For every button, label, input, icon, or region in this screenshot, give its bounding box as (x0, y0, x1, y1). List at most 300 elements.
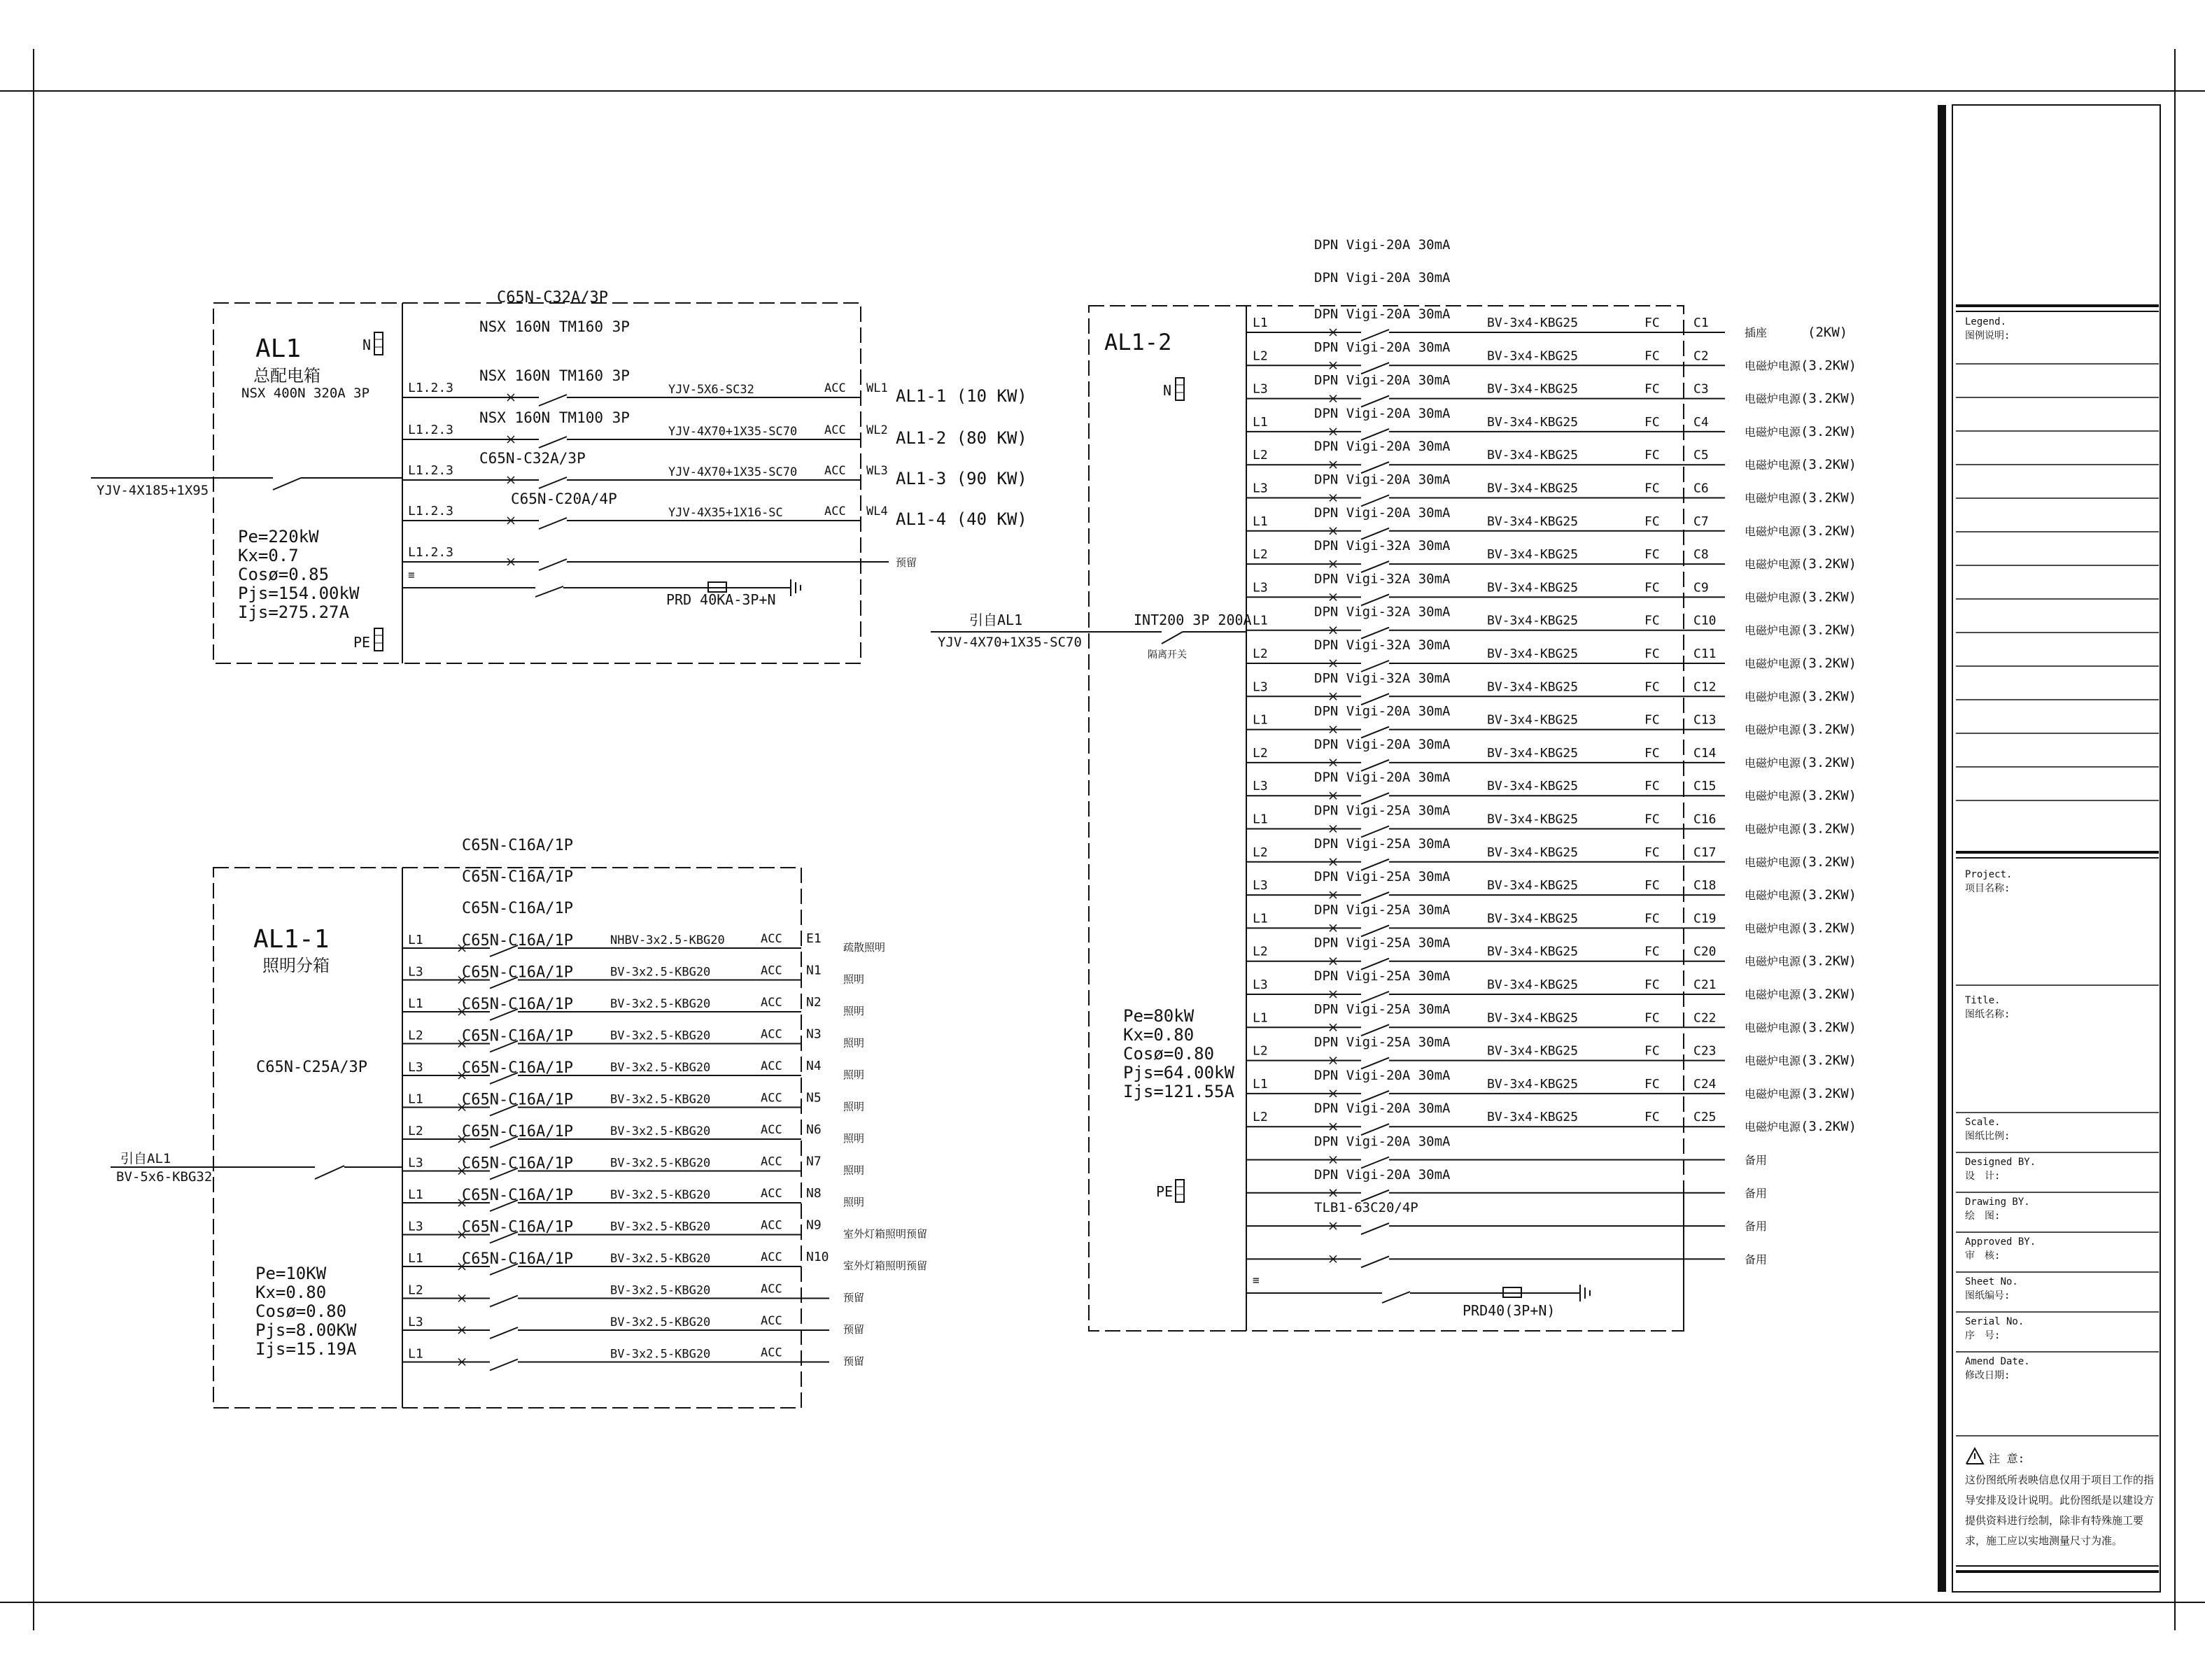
al1-1-params (255, 1264, 357, 1359)
al1-1-subtitle: 照明分箱 (262, 956, 330, 975)
al1-2-circuit-id: C13 (1693, 712, 1717, 728)
al1-1-circuit-use: 照明 (843, 1132, 865, 1145)
al1-param: Kx=0.7 (238, 546, 299, 565)
al1-1-circuit-phase: L3 (408, 1155, 423, 1171)
al1-2-circuit-use: 电磁炉电源 (1745, 392, 1801, 406)
al1-1-circuit-cable: BV-3x2.5-KBG20 (610, 1347, 711, 1362)
al1-2-circuit-row (1246, 902, 1857, 936)
al1-2-circuit-cable: BV-3x4-KBG25 (1487, 977, 1579, 992)
al1-2-param: Cosø=0.80 (1123, 1044, 1215, 1064)
al1-2-circuit-power: (3.2KW) (1801, 589, 1857, 605)
al1-2-circuit-cable: BV-3x4-KBG25 (1487, 779, 1579, 794)
notice-line: 求，施工应以实地测量尺寸为准。 (1965, 1534, 2123, 1547)
title-block-field-en: Designed BY. (1965, 1157, 2036, 1168)
al1-2-circuit-breaker: DPN Vigi-32A 30mA (1314, 670, 1451, 686)
al1-2-param: Pjs=64.00kW (1123, 1063, 1234, 1082)
al1-2-title: AL1-2 (1104, 329, 1172, 355)
al1-2-circuit-id: C7 (1693, 514, 1709, 529)
al1-circuit-row (402, 367, 1027, 406)
al1-2-circuit-fc: FC (1644, 647, 1660, 661)
al1-1-param: Pe=10KW (255, 1264, 327, 1283)
al1-2-circuit-row (1246, 439, 1857, 473)
al1-1-circuit-id: E1 (806, 931, 822, 946)
al1-param: Ijs=275.27A (238, 602, 349, 622)
al1-1-circuit-acc: ACC (761, 1218, 782, 1233)
al1-circuit-cable: YJV-5X6-SC32 (668, 383, 754, 397)
al1-1-circuit-breaker: C65N-C16A/1P (462, 1059, 573, 1077)
al1-1-circuit-cable: BV-3x2.5-KBG20 (610, 1315, 711, 1329)
title-block-fields (1956, 1113, 2159, 1436)
al1-2-circuit-use: 电磁炉电源 (1745, 657, 1801, 670)
al1-1-circuit-id: N3 (806, 1026, 822, 1042)
al1-2-circuit-phase: L3 (1253, 977, 1268, 992)
al1-2-circuit-phase: L1 (1253, 911, 1268, 926)
al1-main-breaker: NSX 400N 320A 3P (241, 386, 370, 401)
panel-al1-2 (931, 237, 1857, 1331)
al1-1-circuit-id: N2 (806, 995, 822, 1010)
al1-1-circuit-phase: L3 (408, 1219, 423, 1234)
al1-pe-terminal-icon (374, 628, 383, 651)
al1-2-circuit-breaker: DPN Vigi-32A 30mA (1314, 637, 1451, 653)
al1-2-circuit-breaker: DPN Vigi-25A 30mA (1314, 1034, 1451, 1050)
al1-2-circuit-breaker: DPN Vigi-20A 30mA (1314, 306, 1451, 322)
al1-2-circuit-fc: FC (1644, 745, 1660, 761)
al1-1-circuit-breaker: C65N-C16A/1P (462, 932, 573, 950)
breaker-switch-icon (507, 477, 581, 488)
title-block-field-en: Sheet No. (1965, 1276, 2018, 1287)
al1-2-circuit-phase: L1 (1253, 414, 1268, 430)
al1-incoming-cable: YJV-4X185+1X95 (97, 483, 209, 498)
al1-2-circuit-fc: FC (1644, 845, 1660, 860)
title-block-field-en: Amend Date. (1965, 1356, 2030, 1367)
al1-param: Pjs=154.00kW (238, 584, 360, 603)
al1-2-circuit-use: 备用 (1745, 1153, 1768, 1167)
al1-1-circuit-breaker: C65N-C16A/1P (462, 996, 573, 1013)
breaker-switch-icon (458, 1327, 532, 1339)
al1-2-circuit-id: C24 (1693, 1076, 1717, 1092)
al1-2-circuit-fc: FC (1644, 977, 1660, 992)
notice-title: 注 意: (1989, 1452, 2025, 1465)
al1-n-label: N (362, 337, 372, 353)
al1-2-circuit-id: C1 (1693, 316, 1709, 330)
al1-2-circuit-breaker: DPN Vigi-32A 30mA (1314, 571, 1451, 587)
al1-1-circuit-cable: BV-3x2.5-KBG20 (610, 1029, 711, 1043)
al1-1-circuit-row (402, 1346, 864, 1371)
al1-2-circuit-row (1246, 605, 1857, 639)
al1-2-circuit-phase: L1 (1253, 613, 1268, 628)
al1-2-circuit-row (1246, 670, 1857, 705)
al1-2-spd-label: PRD40(3P+N) (1463, 1302, 1556, 1319)
al1-2-circuit-cable: BV-3x4-KBG25 (1487, 381, 1579, 397)
al1-1-circuit-id: N5 (806, 1090, 822, 1106)
al1-1-circuit-cable: BV-3x2.5-KBG20 (610, 1283, 711, 1298)
al1-2-circuit-cable: BV-3x4-KBG25 (1487, 316, 1579, 330)
al1-2-circuit-power: (3.2KW) (1801, 1085, 1857, 1101)
al1-2-circuit-row (1246, 637, 1857, 672)
al1-2-circuit-power: (3.2KW) (1801, 689, 1857, 705)
al1-2-circuit-phase: L2 (1253, 1110, 1268, 1125)
al1-2-circuit-fc: FC (1644, 679, 1660, 695)
al1-2-circuit-cable: BV-3x4-KBG25 (1487, 845, 1579, 860)
al1-2-circuit-power: (3.2KW) (1801, 358, 1857, 374)
al1-1-circuit-use: 疏散照明 (843, 941, 886, 954)
al1-circuits (402, 318, 1027, 570)
al1-2-circuit-id: C19 (1693, 911, 1717, 926)
al1-2-circuit-cable: BV-3x4-KBG25 (1487, 745, 1579, 761)
panel-al1-1 (111, 837, 927, 1408)
al1-2-circuit-phase: L2 (1253, 348, 1268, 364)
al1-1-circuit-cable: BV-3x2.5-KBG20 (610, 997, 711, 1011)
al1-2-circuit-phase: L2 (1253, 944, 1268, 959)
al1-1-circuit-row (402, 1059, 864, 1084)
al1-2-circuit-use: 电磁炉电源 (1745, 1054, 1801, 1068)
al1-1-param: Kx=0.80 (255, 1283, 327, 1302)
al1-2-circuit-phase: L3 (1253, 481, 1268, 496)
al1-1-circuit-acc: ACC (761, 1123, 782, 1137)
al1-param: Cosø=0.85 (238, 565, 330, 584)
al1-2-circuit-power: (3.2KW) (1801, 556, 1857, 572)
al1-2-n-terminal-icon (1176, 378, 1184, 400)
al1-2-circuit-phase: L1 (1253, 514, 1268, 529)
al1-2-circuit-power: (3.2KW) (1801, 987, 1857, 1002)
al1-1-circuit-cable: BV-3x2.5-KBG20 (610, 965, 711, 980)
al1-2-circuit-cable: BV-3x4-KBG25 (1487, 514, 1579, 529)
al1-2-circuit-use: 电磁炉电源 (1745, 623, 1801, 637)
al1-2-circuit-id: C21 (1693, 977, 1717, 992)
al1-2-circuit-fc: FC (1644, 911, 1660, 926)
al1-2-circuit-row (1246, 373, 1857, 407)
al1-2-circuit-id: C12 (1693, 679, 1717, 695)
al1-2-circuit-fc: FC (1644, 1043, 1660, 1059)
al1-2-circuit-id: C6 (1693, 481, 1709, 496)
al1-2-circuit-fc: FC (1644, 448, 1660, 463)
al1-circuit-phase: L1.2.3 (408, 545, 454, 560)
al1-2-circuit-breaker: DPN Vigi-20A 30mA (1314, 504, 1451, 521)
al1-2-circuit-fc: FC (1644, 878, 1660, 894)
breaker-switch-icon (1330, 1222, 1403, 1234)
al1-1-circuit-acc: ACC (761, 1059, 782, 1073)
al1-2-circuit-power: (3.2KW) (1801, 656, 1857, 671)
al1-circuit-acc: ACC (824, 423, 846, 437)
al1-1-circuit-acc: ACC (761, 1314, 782, 1328)
al1-2-param: Pe=80kW (1123, 1006, 1195, 1026)
al1-circuit-id: WL2 (866, 423, 888, 437)
al1-1-circuit-cable: BV-3x2.5-KBG20 (610, 1061, 711, 1075)
al1-circuit-breaker: C65N-C32A/3P (479, 450, 586, 467)
panel-al1 (91, 289, 1027, 663)
title-block-field-cn: 序 号: (1965, 1330, 2001, 1341)
al1-circuit-cable: YJV-4X70+1X35-SC70 (668, 465, 798, 479)
al1-2-circuit-cable: BV-3x4-KBG25 (1487, 1076, 1579, 1092)
al1-1-circuit-id: N1 (806, 963, 822, 978)
al1-1-circuit-cable: NHBV-3x2.5-KBG20 (610, 933, 725, 947)
al1-1-circuit-use: 照明 (843, 1036, 865, 1050)
al1-2-circuit-fc: FC (1644, 1110, 1660, 1125)
al1-2-circuit-cable: BV-3x4-KBG25 (1487, 1043, 1579, 1059)
al1-2-circuit-id: C14 (1693, 745, 1717, 761)
al1-2-circuit-phase: L3 (1253, 878, 1268, 894)
al1-2-circuit-phase: L1 (1253, 1010, 1268, 1026)
project-en: Project. (1965, 869, 2013, 880)
al1-2-spd-row (1246, 1285, 1590, 1303)
al1-2-circuit-breaker: DPN Vigi-32A 30mA (1314, 538, 1451, 554)
al1-param: Pe=220kW (238, 527, 319, 546)
al1-1-circuit-cable: BV-3x2.5-KBG20 (610, 1188, 711, 1202)
legend-lines (1956, 364, 2159, 800)
al1-1-circuit-breaker: C65N-C16A/1P (462, 963, 573, 982)
al1-2-circuit-fc: FC (1644, 779, 1660, 794)
al1-2-circuit-row (1246, 836, 1857, 870)
al1-2-circuit-cable: BV-3x4-KBG25 (1487, 712, 1579, 728)
al1-1-circuit-use: 室外灯箱照明预留 (843, 1259, 928, 1272)
al1-1-param: Ijs=15.19A (255, 1339, 357, 1359)
al1-2-circuit-breaker: DPN Vigi-25A 30mA (1314, 968, 1451, 984)
notice-line: 提供资料进行绘制，除非有特殊施工要 (1965, 1514, 2144, 1527)
al1-2-circuit-cable: BV-3x4-KBG25 (1487, 812, 1579, 827)
al1-2-circuit-id: C5 (1693, 448, 1709, 463)
al1-circuit-id: WL1 (866, 381, 888, 395)
al1-2-circuit-use: 电磁炉电源 (1745, 425, 1801, 439)
al1-2-circuit-use: 电磁炉电源 (1745, 855, 1801, 869)
al1-2-circuit-fc: FC (1644, 1076, 1660, 1092)
al1-2-circuit-power: (3.2KW) (1801, 390, 1857, 407)
al1-1-circuit-acc: ACC (761, 1187, 782, 1201)
al1-2-circuit-cable: BV-3x4-KBG25 (1487, 348, 1579, 364)
al1-params (238, 527, 360, 622)
al1-spd-label: PRD 40KA-3P+N (666, 591, 776, 608)
al1-1-circuit-breaker: C65N-C16A/1P (462, 1027, 573, 1045)
al1-2-circuit-row (1246, 1101, 1857, 1135)
al1-2-circuit-breaker: TLB1-63C20/4P (1314, 1200, 1418, 1216)
al1-circuit-dest: 预留 (896, 556, 917, 569)
al1-2-circuit-power: (3.2KW) (1801, 854, 1857, 870)
title-block-field-en: Drawing BY. (1965, 1197, 2030, 1208)
breaker-switch-icon (458, 1295, 532, 1307)
al1-2-circuit-row (1246, 406, 1857, 440)
al1-2-circuit-power: (3.2KW) (1801, 457, 1857, 473)
title-en: Title. (1965, 995, 2001, 1006)
al1-2-circuit-breaker: DPN Vigi-25A 30mA (1314, 803, 1451, 819)
al1-2-spd-phase: ≡ (1253, 1273, 1260, 1287)
al1-2-circuit-power: (3.2KW) (1801, 1052, 1857, 1068)
al1-circuit-id: WL3 (866, 464, 888, 478)
al1-1-circuit-acc: ACC (761, 1346, 782, 1360)
al1-circuit-row (402, 409, 1027, 448)
al1-2-circuit-breaker: DPN Vigi-25A 30mA (1314, 1001, 1451, 1017)
al1-2-circuit-breaker: DPN Vigi-20A 30mA (1314, 1134, 1451, 1150)
al1-1-circuit-breaker: C65N-C16A/1P (462, 1218, 573, 1236)
al1-2-circuit-phase: L3 (1253, 580, 1268, 595)
al1-circuit-row (402, 545, 917, 570)
al1-2-circuit-row (1246, 505, 1857, 539)
al1-circuit-breaker: NSX 160N TM160 3P (479, 318, 630, 335)
al1-2-circuit-id: C15 (1693, 779, 1717, 794)
al1-2-circuit-id: C18 (1693, 878, 1717, 894)
al1-2-pe-label: PE (1156, 1183, 1174, 1200)
al1-2-top-breaker: DPN Vigi-20A 30mA (1314, 237, 1451, 253)
al1-1-circuit-row (402, 1314, 864, 1339)
al1-2-circuit-power: (3.2KW) (1801, 490, 1857, 506)
al1-circuit-row (402, 450, 1027, 488)
al1-circuit-phase: L1.2.3 (408, 463, 454, 478)
al1-2-circuit-row (1246, 1252, 1767, 1267)
al1-1-main-breaker: C65N-C25A/3P (256, 1059, 367, 1076)
al1-2-circuit-phase: L1 (1253, 316, 1268, 330)
al1-2-circuit-row (1246, 1134, 1767, 1169)
al1-2-circuit-breaker: DPN Vigi-20A 30mA (1314, 736, 1451, 752)
al1-2-circuit-id: C4 (1693, 414, 1709, 430)
al1-2-circuit-use: 电磁炉电源 (1745, 954, 1801, 968)
al1-1-circuit-cable: BV-3x2.5-KBG20 (610, 1156, 711, 1171)
al1-2-circuit-fc: FC (1644, 613, 1660, 628)
al1-2-circuit-row (1246, 1001, 1857, 1036)
al1-2-circuit-id: C9 (1693, 580, 1709, 595)
al1-1-circuit-id: N10 (806, 1250, 829, 1264)
al1-2-circuit-row (1246, 571, 1857, 605)
al1-2-circuit-row (1246, 968, 1857, 1003)
al1-2-circuit-use: 电磁炉电源 (1745, 789, 1801, 803)
al1-1-circuit-phase: L1 (408, 933, 423, 947)
al1-1-circuit-use: 预留 (843, 1323, 865, 1336)
al1-2-circuit-cable: BV-3x4-KBG25 (1487, 911, 1579, 926)
al1-1-top-breaker: C65N-C16A/1P (462, 837, 573, 854)
al1-1-circuit-cable: BV-3x2.5-KBG20 (610, 1092, 711, 1107)
al1-2-params (1123, 1006, 1234, 1101)
al1-2-circuit-phase: L1 (1253, 712, 1268, 728)
al1-1-circuit-phase: L2 (408, 1283, 423, 1298)
al1-2-from: 引自AL1 (969, 612, 1023, 628)
al1-2-circuit-breaker: DPN Vigi-25A 30mA (1314, 902, 1451, 918)
al1-1-circuit-phase: L1 (408, 1346, 423, 1362)
al1-1-circuit-use: 预留 (843, 1291, 865, 1304)
al1-1-circuit-row (402, 1027, 864, 1052)
al1-2-circuit-breaker: DPN Vigi-20A 30mA (1314, 703, 1451, 719)
al1-2-main-note: 隔离开关 (1148, 649, 1187, 661)
al1-1-circuit-row (402, 995, 864, 1020)
al1-2-circuit-row (1246, 1167, 1767, 1201)
al1-2-circuit-power: (3.2KW) (1801, 887, 1857, 903)
al1-1-circuit-row (402, 1218, 927, 1243)
al1-2-circuit-use: 电磁炉电源 (1745, 756, 1801, 770)
al1-2-circuit-cable: BV-3x4-KBG25 (1487, 448, 1579, 463)
al1-2-circuit-fc: FC (1644, 580, 1660, 595)
al1-2-circuit-row (1246, 306, 1847, 341)
al1-2-circuit-cable: BV-3x4-KBG25 (1487, 547, 1579, 563)
al1-1-circuit-acc: ACC (761, 963, 782, 978)
al1-1-circuit-acc: ACC (761, 1027, 782, 1042)
al1-2-circuit-fc: FC (1644, 712, 1660, 728)
al1-1-circuit-row (402, 1122, 864, 1148)
al1-2-circuit-use: 电磁炉电源 (1745, 822, 1801, 836)
al1-1-circuit-row (402, 1091, 864, 1116)
title-block-field-cn: 图纸编号: (1965, 1290, 2010, 1301)
al1-1-from: 引自AL1 (120, 1151, 171, 1166)
title-block-field-cn: 绘 图: (1965, 1210, 2001, 1222)
al1-1-circuit-row (402, 1186, 864, 1211)
al1-1-circuit-row (402, 931, 885, 957)
al1-2-circuit-breaker: DPN Vigi-20A 30mA (1314, 770, 1451, 786)
al1-1-circuit-acc: ACC (761, 1155, 782, 1169)
al1-1-param: Cosø=0.80 (255, 1301, 347, 1321)
al1-circuit-phase: L1.2.3 (408, 381, 454, 395)
al1-2-circuit-power: (3.2KW) (1801, 523, 1857, 539)
al1-1-circuit-breaker: C65N-C16A/1P (462, 1187, 573, 1204)
al1-2-circuit-use: 电磁炉电源 (1745, 591, 1801, 605)
al1-2-circuit-use: 电磁炉电源 (1745, 690, 1801, 704)
al1-2-circuit-row (1246, 803, 1857, 838)
sheet-frame (0, 49, 2205, 1630)
al1-2-top-breaker: DPN Vigi-20A 30mA (1314, 270, 1451, 285)
al1-2-circuit-row (1246, 770, 1857, 804)
al1-circuit-breaker: NSX 160N TM100 3P (479, 409, 630, 426)
al1-top-breaker: C65N-C32A/3P (497, 289, 608, 306)
al1-1-circuit-use: 照明 (843, 1068, 865, 1081)
al1-1-circuit-phase: L1 (408, 996, 423, 1011)
al1-2-circuit-phase: L2 (1253, 547, 1268, 563)
al1-2-circuit-phase: L3 (1253, 381, 1268, 397)
al1-2-circuit-use: 电磁炉电源 (1745, 359, 1801, 373)
al1-2-circuit-use: 电磁炉电源 (1745, 1021, 1801, 1035)
al1-2-circuit-use: 电磁炉电源 (1745, 889, 1801, 903)
al1-1-circuits (402, 931, 927, 1371)
al1-2-circuit-phase: L2 (1253, 745, 1268, 761)
legend-cn: 图例说明: (1965, 330, 2010, 341)
al1-2-circuit-phase: L1 (1253, 812, 1268, 827)
al1-circuit-dest: AL1-1 (10 KW) (896, 386, 1027, 406)
al1-2-circuit-row (1246, 936, 1857, 970)
notice-line: 这份图纸所表映信息仅用于项目工作的指 (1965, 1474, 2155, 1486)
breaker-switch-icon (1330, 1255, 1403, 1267)
al1-circuit-acc: ACC (824, 381, 846, 395)
al1-subtitle: 总配电箱 (253, 366, 320, 386)
title-block (1942, 105, 2160, 1592)
al1-1-title: AL1-1 (253, 925, 330, 954)
al1-2-circuit-id: C20 (1693, 944, 1717, 959)
al1-2-circuit-power: (3.2KW) (1801, 754, 1857, 770)
notice-text (1965, 1474, 2154, 1547)
al1-2-param: Ijs=121.55A (1123, 1082, 1234, 1101)
al1-1-circuit-row (402, 1155, 864, 1180)
al1-2-circuit-row (1246, 339, 1857, 374)
al1-2-circuit-use: 电磁炉电源 (1745, 988, 1801, 1001)
al1-2-circuit-breaker: DPN Vigi-25A 30mA (1314, 869, 1451, 885)
breaker-switch-icon (507, 394, 581, 406)
al1-2-circuit-fc: FC (1644, 316, 1660, 330)
al1-n-terminal-icon (374, 332, 383, 355)
al1-2-circuit-cable: BV-3x4-KBG25 (1487, 613, 1579, 628)
breaker-switch-icon (507, 436, 581, 448)
al1-2-main-breaker: INT200 3P 200A (1134, 612, 1252, 628)
al1-2-circuit-row (1246, 538, 1857, 572)
al1-2-circuit-breaker: DPN Vigi-20A 30mA (1314, 1067, 1451, 1083)
al1-2-circuit-row (1246, 1035, 1857, 1069)
al1-2-circuit-phase: L2 (1253, 845, 1268, 860)
al1-2-circuit-fc: FC (1644, 812, 1660, 827)
al1-2-circuit-power: (3.2KW) (1801, 622, 1857, 638)
al1-1-circuit-breaker: C65N-C16A/1P (462, 1123, 573, 1141)
al1-2-circuit-fc: FC (1644, 547, 1660, 563)
al1-2-circuit-phase: L1 (1253, 1076, 1268, 1092)
al1-2-circuit-fc: FC (1644, 514, 1660, 529)
al1-1-circuit-phase: L2 (408, 1124, 423, 1138)
al1-2-circuit-breaker: DPN Vigi-20A 30mA (1314, 439, 1451, 455)
al1-1-incoming-cable: BV-5x6-KBG32 (116, 1169, 213, 1185)
al1-2-circuit-fc: FC (1644, 381, 1660, 397)
al1-2-circuit-breaker: DPN Vigi-20A 30mA (1314, 472, 1451, 488)
al1-1-circuit-phase: L2 (408, 1028, 423, 1043)
al1-1-circuit-breaker: C65N-C16A/1P (462, 1155, 573, 1173)
al1-2-circuit-use: 插座 (1745, 326, 1768, 339)
